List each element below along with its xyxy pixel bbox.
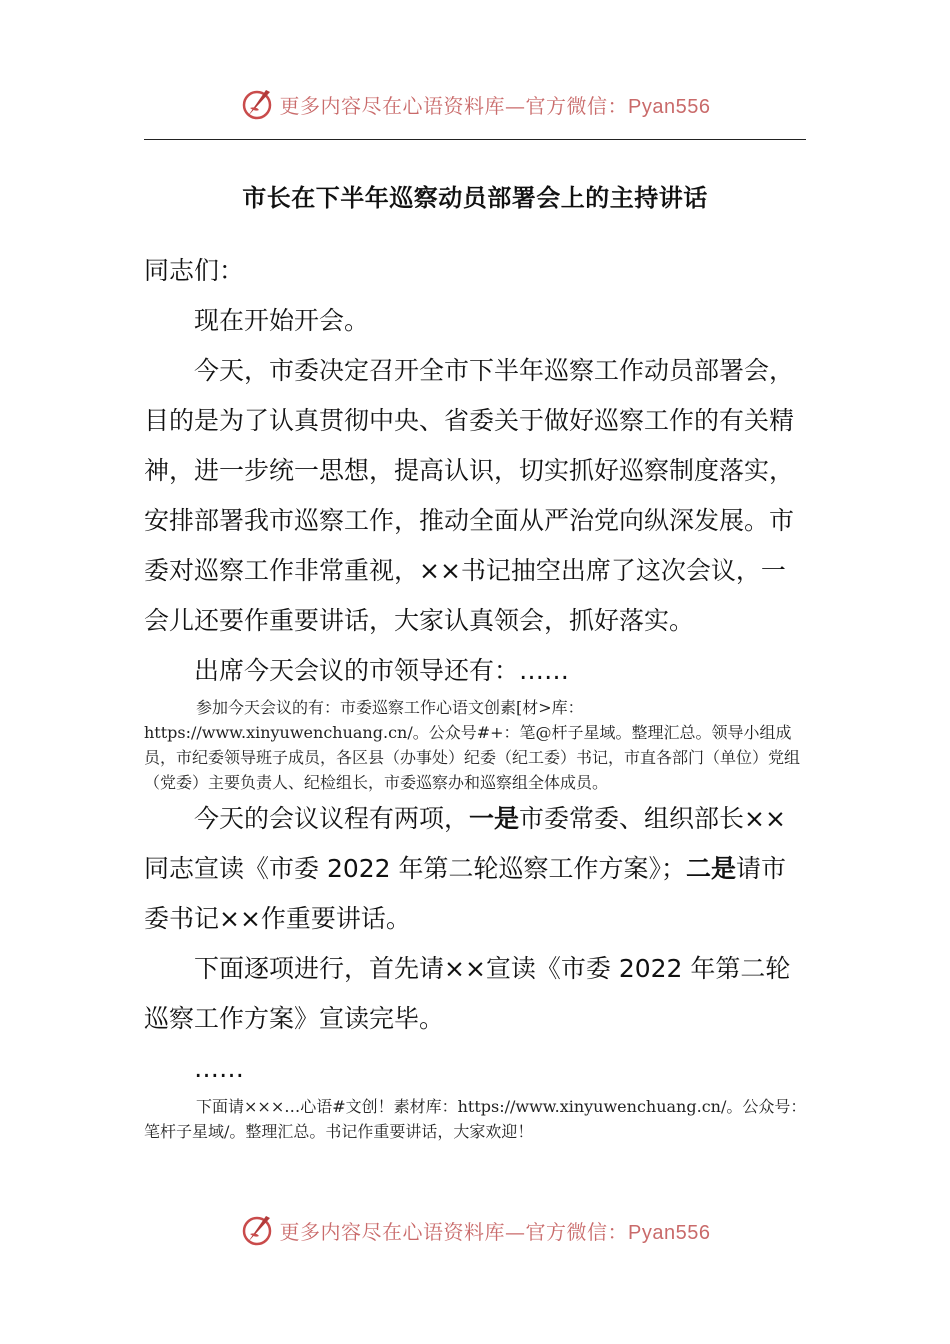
quill-logo-icon <box>240 1212 276 1248</box>
note-1: 参加今天会议的有：市委巡察工作心语文创素[材>库：https://www.xinyuwenchuang.cn/。公众号#+：笔@杆子星域。整理汇总。领导小组成员，市纪委领导班子成员，各区县（办事处）纪委（纪工委）书记，市直各部门（单位）党组（党委）主要负责人、纪检组长，市委巡察办和巡察组全体成员。 <box>144 698 801 792</box>
body-block-2 <box>144 794 804 1094</box>
paragraph-5: 下面逐项进行，首先请××宣读《市委 2022 年第二轮巡察工作方案》宣读完毕。 <box>144 954 791 1033</box>
paragraph-6: …… <box>194 1054 244 1083</box>
header-wechat-id: Pyan556 <box>628 95 711 118</box>
agenda-item-2-text: 请市委书记××作重要讲话。 <box>144 854 787 933</box>
paragraph-2: 今天，市委决定召开全市下半年巡察工作动员部署会，目的是为了认真贯彻中央、省委关于做好巡察工作的有关精神，进一步统一思想，提高认识，切实抓好巡察制度落实，安排部署我市巡察工作，推动全面从严治党向纵深发展。市委对巡察工作非常重视，××书记抽空出席了这次会议，一会儿还要作重要讲话，大家认真领会，抓好落实。 <box>144 356 795 635</box>
footer-wechat-id: Pyan556 <box>628 1221 711 1244</box>
salutation: 同志们： <box>144 256 245 285</box>
agenda-item-1-text: 市委常委、组织部长××同志宣读《市委 2022 年第二轮巡察工作方案》； <box>144 804 786 883</box>
footer-banner-text: 更多内容尽在心语资料库—官方微信： <box>279 1219 629 1244</box>
paragraph-1: 现在开始开会。 <box>194 306 370 335</box>
agenda-item-1-marker: 一是 <box>469 804 520 833</box>
note-2: 下面请×××…心语#文创！素材库：https://www.xinyuwenchuang.cn/。公众号：笔杆子星域/。整理汇总。书记作重要讲话，大家欢迎！ <box>144 1097 807 1141</box>
paragraph-3: 出席今天会议的市领导还有：…… <box>194 656 570 685</box>
paragraph-4-intro: 今天的会议议程有两项， <box>194 804 470 833</box>
header-divider <box>144 139 806 140</box>
footer-banner <box>0 1210 950 1250</box>
agenda-item-2-marker: 二是 <box>686 854 737 883</box>
body-block-1 <box>144 246 804 696</box>
header-banner-text: 更多内容尽在心语资料库—官方微信： <box>279 93 629 118</box>
header-banner <box>0 84 950 124</box>
quill-logo-icon <box>240 86 276 122</box>
paragraph-4 <box>144 794 804 944</box>
document-title: 市长在下半年巡察动员部署会上的主持讲话 <box>242 184 708 212</box>
